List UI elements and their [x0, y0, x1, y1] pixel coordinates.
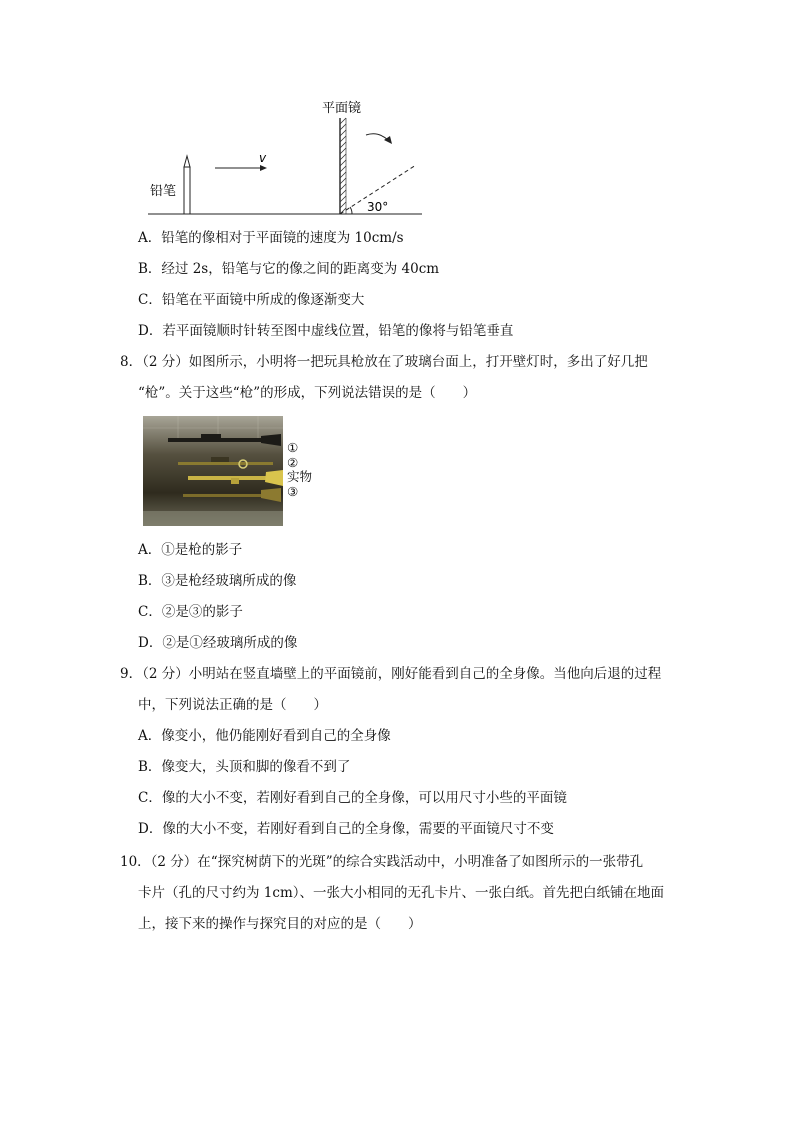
pencil-icon [184, 156, 190, 214]
q8-option-b: B．③是枪经玻璃所成的像 [138, 573, 297, 589]
photo-label-2: ② [287, 454, 299, 470]
q9-option-c: C．像的大小不变，若刚好看到自己的全身像，可以用尺寸小些的平面镜 [138, 790, 567, 806]
q7-option-c: C．铅笔在平面镜中所成的像逐渐变大 [138, 292, 365, 308]
q8-stem-line2: “枪”。关于这些“枪”的形成，下列说法错误的是（ ） [138, 385, 477, 401]
photo-label-3: ③ [287, 483, 299, 499]
q9-stem-line2: 中，下列说法正确的是（ ） [138, 697, 327, 713]
toy-gun-photo [143, 416, 283, 526]
angle-label: 30° [367, 200, 389, 214]
mirror-hatching [340, 118, 346, 214]
angle-arc [350, 207, 352, 214]
mirror-label: 平面镜 [322, 101, 362, 116]
q9-stem-line1: 9．（2 分）小明站在竖直墙壁上的平面镜前，刚好能看到自己的全身像。当他向后退的过程 [120, 666, 662, 682]
pencil-label: 铅笔 [150, 184, 177, 199]
mirror-pencil-diagram [140, 95, 430, 220]
q7-option-d: D．若平面镜顺时针转至图中虚线位置，铅笔的像将与铅笔垂直 [138, 323, 514, 339]
photo-label-1: ① [287, 440, 299, 455]
q10-stem-line3: 上，接下来的操作与探究目的对应的是（ ） [138, 916, 422, 932]
photo-label-object: 实物 [287, 469, 313, 484]
q7-option-b: B．经过 2s，铅笔与它的像之间的距离变为 40cm [138, 261, 440, 277]
velocity-label: v [259, 151, 267, 165]
q10-stem-line2: 卡片（孔的尺寸约为 1cm）、一张大小相同的无孔卡片、一张白纸。首先把白纸铺在地面 [138, 885, 664, 901]
q9-option-a: A．像变小，他仍能刚好看到自己的全身像 [138, 728, 391, 744]
q8-option-d: D．②是①经玻璃所成的像 [138, 635, 298, 651]
rotation-arrow [366, 134, 388, 140]
q10-stem-line1: 10．（2 分）在“探究树荫下的光斑”的综合实践活动中，小明准备了如图所示的一张带孔 [120, 854, 644, 870]
q8-option-c: C．②是③的影子 [138, 604, 243, 620]
q8-option-a: A．①是枪的影子 [138, 542, 243, 558]
velocity-arrowhead [260, 165, 267, 171]
q9-option-b: B．像变大，头顶和脚的像看不到了 [138, 759, 351, 775]
q8-stem-line1: 8．（2 分）如图所示，小明将一把玩具枪放在了玻璃台面上，打开壁灯时，多出了好几把 [120, 354, 648, 370]
q9-option-d: D．像的大小不变，若刚好看到自己的全身像，需要的平面镜尺寸不变 [138, 821, 554, 837]
q7-option-a: A．铅笔的像相对于平面镜的速度为 10cm/s [138, 230, 404, 246]
photo-labels [287, 441, 312, 499]
